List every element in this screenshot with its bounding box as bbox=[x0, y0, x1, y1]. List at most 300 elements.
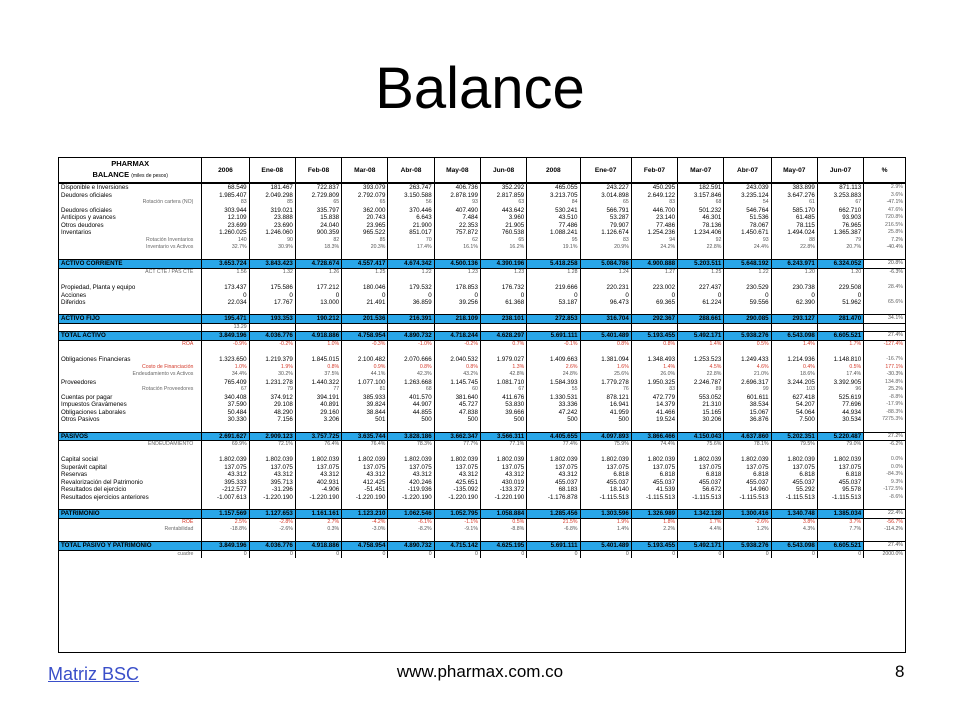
table-row bbox=[59, 501, 905, 509]
table-row-total bbox=[59, 542, 905, 551]
row-value-cell bbox=[388, 449, 434, 457]
row-value-cell bbox=[527, 323, 580, 332]
row-value-cell: 78.115 bbox=[771, 222, 817, 230]
row-value-cell: 137.075 bbox=[724, 464, 771, 472]
row-value-cell: 30.2% bbox=[249, 371, 295, 379]
row-value-cell bbox=[342, 277, 388, 285]
column-header: Ene-07 bbox=[580, 158, 631, 183]
table-row bbox=[59, 394, 905, 402]
row-value-cell bbox=[527, 424, 580, 432]
row-value-cell: 1.22 bbox=[724, 269, 771, 277]
row-value-cell: 0 bbox=[678, 292, 724, 300]
row-percent-cell: 34.1% bbox=[864, 315, 905, 324]
table-row bbox=[59, 192, 905, 200]
row-value-cell: 3.014.898 bbox=[580, 192, 631, 200]
row-label: Rotación Proveedores bbox=[142, 386, 194, 393]
row-value-cell: 3.662.347 bbox=[434, 432, 480, 441]
row-value-cell: 1.23 bbox=[434, 269, 480, 277]
row-value-cell bbox=[817, 424, 863, 432]
row-value-cell: 180.046 bbox=[342, 284, 388, 292]
row-value-cell: 23.140 bbox=[631, 214, 677, 222]
row-value-cell: 137.075 bbox=[527, 464, 580, 472]
row-value-cell: 1.25 bbox=[678, 269, 724, 277]
row-value-cell: -0.3% bbox=[342, 340, 388, 348]
row-value-cell: 68.183 bbox=[527, 486, 580, 494]
row-value-cell: 1.56 bbox=[202, 269, 249, 277]
row-value-cell: 79.0% bbox=[817, 441, 863, 449]
row-value-cell: 25.6% bbox=[580, 371, 631, 379]
row-value-cell: 293.127 bbox=[771, 315, 817, 324]
column-header: Mar-07 bbox=[678, 158, 724, 183]
column-header: May-07 bbox=[771, 158, 817, 183]
row-value-cell: 83 bbox=[580, 237, 631, 245]
row-percent-cell: 47.6% bbox=[864, 207, 905, 215]
row-value-cell: 1.802.039 bbox=[724, 456, 771, 464]
row-value-cell: 7.7% bbox=[817, 526, 863, 534]
row-value-cell: 374.912 bbox=[249, 394, 295, 402]
row-value-cell: -119.936 bbox=[388, 486, 434, 494]
row-value-cell: 3.392.905 bbox=[817, 379, 863, 387]
row-value-cell: -1.220.190 bbox=[434, 494, 480, 502]
row-value-cell: 362.000 bbox=[342, 207, 388, 215]
row-value-cell: 0 bbox=[724, 550, 771, 558]
row-value-cell bbox=[342, 307, 388, 315]
row-value-cell: 68.549 bbox=[202, 183, 249, 192]
row-value-cell: 20.3% bbox=[342, 244, 388, 252]
row-value-cell: 3.235.124 bbox=[724, 192, 771, 200]
row-value-cell bbox=[342, 323, 388, 332]
row-value-cell: 1.123.210 bbox=[342, 509, 388, 518]
row-percent-cell: 27.2% bbox=[864, 432, 905, 441]
row-value-cell bbox=[817, 449, 863, 457]
row-value-cell: 4.918.886 bbox=[295, 332, 341, 341]
row-value-cell: 77.696 bbox=[817, 401, 863, 409]
row-value-cell: 76 bbox=[580, 386, 631, 394]
row-value-cell bbox=[771, 348, 817, 356]
row-value-cell: 90 bbox=[249, 237, 295, 245]
row-value-cell: 41.539 bbox=[631, 486, 677, 494]
row-value-cell: 3.866.466 bbox=[631, 432, 677, 441]
row-value-cell: 627.418 bbox=[771, 394, 817, 402]
footer-url: www.pharmax.com.co bbox=[396, 662, 564, 681]
row-value-cell: 303.944 bbox=[202, 207, 249, 215]
row-percent-cell: -40.4% bbox=[864, 244, 905, 252]
row-value-cell: 4.718.244 bbox=[434, 332, 480, 341]
row-value-cell: 176.732 bbox=[480, 284, 526, 292]
table-row bbox=[59, 401, 905, 409]
row-value-cell: 1.300.416 bbox=[724, 509, 771, 518]
row-value-cell: 760.538 bbox=[480, 229, 526, 237]
row-value-cell bbox=[480, 534, 526, 542]
row-value-cell: 1.088.241 bbox=[527, 229, 580, 237]
row-value-cell: 38.844 bbox=[342, 409, 388, 417]
row-value-cell: 137.075 bbox=[771, 464, 817, 472]
row-value-cell: 402.931 bbox=[295, 479, 341, 487]
column-header: May-08 bbox=[434, 158, 480, 183]
table-row bbox=[59, 269, 905, 277]
row-value-cell: 103 bbox=[771, 386, 817, 394]
row-value-cell bbox=[388, 501, 434, 509]
row-value-cell bbox=[249, 424, 295, 432]
table-row bbox=[59, 471, 905, 479]
row-value-cell: 430.019 bbox=[480, 479, 526, 487]
row-value-cell: 4.890.732 bbox=[388, 542, 434, 551]
row-value-cell: 16.941 bbox=[580, 401, 631, 409]
row-value-cell bbox=[678, 534, 724, 542]
row-value-cell: 29.160 bbox=[295, 409, 341, 417]
row-value-cell: 1.494.024 bbox=[771, 229, 817, 237]
matriz-bsc-link[interactable]: Matriz BSC bbox=[48, 664, 140, 684]
table-row bbox=[59, 183, 905, 192]
row-value-cell: 3.849.196 bbox=[202, 542, 249, 551]
row-value-cell: 37.5% bbox=[295, 371, 341, 379]
row-value-cell: 472.779 bbox=[631, 394, 677, 402]
row-value-cell bbox=[580, 348, 631, 356]
row-value-cell bbox=[480, 348, 526, 356]
row-value-cell: 0 bbox=[580, 292, 631, 300]
row-value-cell: 53.830 bbox=[480, 401, 526, 409]
row-value-cell: -212.577 bbox=[202, 486, 249, 494]
row-value-cell bbox=[678, 252, 724, 260]
row-value-cell: 1.246.060 bbox=[249, 229, 295, 237]
row-value-cell bbox=[342, 348, 388, 356]
row-label: Reservas bbox=[61, 471, 88, 479]
row-value-cell: -2.6% bbox=[724, 518, 771, 526]
row-value-cell bbox=[388, 424, 434, 432]
row-value-cell: 4.500.136 bbox=[434, 260, 480, 269]
row-value-cell: 1.950.325 bbox=[631, 379, 677, 387]
row-value-cell bbox=[202, 307, 249, 315]
row-label: Revalorización del Patrimonio bbox=[61, 478, 143, 486]
row-value-cell: 77.7% bbox=[434, 441, 480, 449]
row-value-cell: 5.084.786 bbox=[580, 260, 631, 269]
table-row bbox=[59, 386, 905, 394]
row-percent-cell: -6.3% bbox=[864, 269, 905, 277]
row-percent-cell: -84.3% bbox=[864, 471, 905, 479]
row-value-cell bbox=[434, 501, 480, 509]
row-value-cell: 1.32 bbox=[249, 269, 295, 277]
row-value-cell: 54.207 bbox=[771, 401, 817, 409]
row-value-cell: 1.126.674 bbox=[580, 229, 631, 237]
row-value-cell: 23.965 bbox=[342, 222, 388, 230]
row-value-cell: 6.818 bbox=[678, 471, 724, 479]
row-percent-cell bbox=[864, 534, 905, 542]
row-value-cell: 1.381.094 bbox=[580, 356, 631, 364]
row-percent-cell: 27.4% bbox=[864, 332, 905, 341]
row-value-cell: 1.802.039 bbox=[580, 456, 631, 464]
row-value-cell: 137.075 bbox=[388, 464, 434, 472]
row-value-cell: 41.959 bbox=[580, 409, 631, 417]
row-value-cell bbox=[771, 449, 817, 457]
table-row bbox=[59, 229, 905, 237]
row-value-cell: 137.075 bbox=[342, 464, 388, 472]
row-value-cell: 65 bbox=[480, 237, 526, 245]
row-value-cell: 455.037 bbox=[527, 479, 580, 487]
row-value-cell: 501 bbox=[342, 416, 388, 424]
row-value-cell: 243.227 bbox=[580, 183, 631, 192]
row-value-cell bbox=[480, 323, 526, 332]
row-value-cell: 7.156 bbox=[249, 416, 295, 424]
row-value-cell: 501.232 bbox=[678, 207, 724, 215]
table-row bbox=[59, 299, 905, 307]
row-value-cell: 0 bbox=[202, 550, 249, 558]
row-value-cell: 3.206 bbox=[295, 416, 341, 424]
row-value-cell: 500 bbox=[480, 416, 526, 424]
row-value-cell: 4.758.954 bbox=[342, 332, 388, 341]
row-value-cell: 500 bbox=[434, 416, 480, 424]
table-row bbox=[59, 518, 905, 526]
row-value-cell: 500 bbox=[388, 416, 434, 424]
row-value-cell: 20.9% bbox=[580, 244, 631, 252]
row-value-cell: -0.2% bbox=[434, 340, 480, 348]
row-value-cell: 77 bbox=[295, 386, 341, 394]
row-label: Proveedores bbox=[61, 378, 97, 386]
row-percent-cell: -16.7% bbox=[864, 356, 905, 364]
row-value-cell: 5.691.111 bbox=[527, 542, 580, 551]
row-value-cell: 24.8% bbox=[527, 371, 580, 379]
row-value-cell: 0 bbox=[434, 292, 480, 300]
row-percent-cell: -8.8% bbox=[864, 394, 905, 402]
row-label: Diferidos bbox=[61, 299, 86, 307]
row-value-cell: 395.713 bbox=[249, 479, 295, 487]
row-value-cell bbox=[771, 323, 817, 332]
row-percent-cell: 25.8% bbox=[864, 229, 905, 237]
row-label bbox=[59, 501, 202, 509]
row-value-cell: -8.8% bbox=[480, 526, 526, 534]
row-value-cell: 74.4% bbox=[631, 441, 677, 449]
row-value-cell: 5.202.351 bbox=[771, 432, 817, 441]
row-value-cell: 1.323.650 bbox=[202, 356, 249, 364]
row-value-cell bbox=[631, 424, 677, 432]
row-value-cell: 2.100.482 bbox=[342, 356, 388, 364]
row-value-cell: 20.7% bbox=[817, 244, 863, 252]
row-value-cell bbox=[434, 424, 480, 432]
table-row bbox=[59, 416, 905, 424]
row-value-cell: 3.757.725 bbox=[295, 432, 341, 441]
row-value-cell: 2.2% bbox=[631, 526, 677, 534]
row-value-cell: 55 bbox=[527, 386, 580, 394]
row-label: Rentabilidad bbox=[164, 526, 194, 533]
row-label bbox=[59, 424, 202, 432]
row-value-cell: 23.699 bbox=[202, 222, 249, 230]
row-value-cell: 79.907 bbox=[580, 222, 631, 230]
row-value-cell: 67 bbox=[202, 386, 249, 394]
row-value-cell: 0 bbox=[342, 550, 388, 558]
row-value-cell: 43.312 bbox=[480, 471, 526, 479]
row-value-cell: 77.1% bbox=[480, 441, 526, 449]
row-value-cell: 1.979.027 bbox=[480, 356, 526, 364]
row-value-cell: 96.473 bbox=[580, 299, 631, 307]
row-value-cell: 68 bbox=[388, 386, 434, 394]
row-value-cell: 1.348.493 bbox=[631, 356, 677, 364]
row-value-cell: 67 bbox=[480, 386, 526, 394]
row-value-cell: 43.312 bbox=[342, 471, 388, 479]
row-value-cell: 0.8% bbox=[295, 364, 341, 372]
row-value-cell: 1.9% bbox=[580, 518, 631, 526]
row-percent-cell: 20.8% bbox=[864, 260, 905, 269]
row-value-cell: 0.8% bbox=[580, 340, 631, 348]
row-value-cell: 17.767 bbox=[249, 299, 295, 307]
row-label: Impuestos Gravámenes bbox=[61, 401, 127, 409]
row-label: cuadre bbox=[177, 550, 194, 557]
row-percent-cell bbox=[864, 307, 905, 315]
row-percent-cell: -114.2% bbox=[864, 526, 905, 534]
row-value-cell: 178.853 bbox=[434, 284, 480, 292]
row-value-cell: 61.485 bbox=[771, 214, 817, 222]
row-value-cell: 77.486 bbox=[527, 222, 580, 230]
table-row bbox=[59, 379, 905, 387]
row-value-cell: 4.405.655 bbox=[527, 432, 580, 441]
row-label: ACTIVO FIJO bbox=[59, 315, 202, 324]
row-value-cell: 94 bbox=[631, 237, 677, 245]
table-row bbox=[59, 364, 905, 372]
row-label bbox=[59, 323, 202, 332]
row-percent-cell bbox=[864, 501, 905, 509]
row-value-cell bbox=[434, 277, 480, 285]
row-value-cell: 15.165 bbox=[678, 409, 724, 417]
table-row bbox=[59, 348, 905, 356]
row-label: Endeudamiento vs Activos bbox=[132, 371, 194, 378]
row-value-cell: 21.900 bbox=[388, 222, 434, 230]
row-value-cell: 335.797 bbox=[295, 207, 341, 215]
column-header: % bbox=[864, 158, 905, 183]
row-value-cell: 4.628.297 bbox=[480, 332, 526, 341]
row-value-cell: 2.6% bbox=[527, 364, 580, 372]
row-value-cell bbox=[388, 252, 434, 260]
row-value-cell bbox=[295, 534, 341, 542]
row-value-cell bbox=[527, 252, 580, 260]
row-value-cell bbox=[771, 501, 817, 509]
row-value-cell: 36.859 bbox=[388, 299, 434, 307]
row-value-cell: 1.219.379 bbox=[249, 356, 295, 364]
row-value-cell: -1.115.513 bbox=[678, 494, 724, 502]
table-row bbox=[59, 356, 905, 364]
row-value-cell bbox=[434, 307, 480, 315]
row-value-cell: 230.529 bbox=[724, 284, 771, 292]
row-value-cell: 0.3% bbox=[295, 526, 341, 534]
row-value-cell bbox=[580, 323, 631, 332]
row-label: ENDEUDAMIENTO bbox=[147, 441, 194, 448]
row-value-cell: 765.409 bbox=[202, 379, 249, 387]
row-value-cell: 43.312 bbox=[434, 471, 480, 479]
row-value-cell: 4.715.142 bbox=[434, 542, 480, 551]
table-row bbox=[59, 449, 905, 457]
row-value-cell: 22.8% bbox=[678, 371, 724, 379]
row-value-cell: 1.22 bbox=[388, 269, 434, 277]
row-value-cell: 47.242 bbox=[527, 409, 580, 417]
row-value-cell: 465.055 bbox=[527, 183, 580, 192]
row-value-cell: 401.570 bbox=[388, 394, 434, 402]
row-value-cell: 0 bbox=[771, 292, 817, 300]
row-value-cell: -1.115.513 bbox=[631, 494, 677, 502]
row-value-cell: -4.906 bbox=[295, 486, 341, 494]
row-percent-cell: -6.2% bbox=[864, 441, 905, 449]
row-value-cell: 43.312 bbox=[202, 471, 249, 479]
row-value-cell: 43.312 bbox=[527, 471, 580, 479]
row-value-cell: -1.115.513 bbox=[580, 494, 631, 502]
row-percent-cell: 65.6% bbox=[864, 299, 905, 307]
row-value-cell: 281.470 bbox=[817, 315, 863, 324]
row-value-cell: 15.067 bbox=[724, 409, 771, 417]
page-title: Balance bbox=[375, 56, 585, 121]
row-value-cell: 175.586 bbox=[249, 284, 295, 292]
table-row-total bbox=[59, 332, 905, 341]
row-value-cell: 0 bbox=[631, 292, 677, 300]
row-value-cell: 99 bbox=[724, 386, 771, 394]
row-value-cell: 2.070.666 bbox=[388, 356, 434, 364]
row-value-cell: 1.062.546 bbox=[388, 509, 434, 518]
column-header: 2006 bbox=[202, 158, 249, 183]
row-value-cell: 1.254.236 bbox=[631, 229, 677, 237]
row-value-cell: 93 bbox=[434, 199, 480, 207]
row-value-cell: 1.145.745 bbox=[434, 379, 480, 387]
row-value-cell: 1.802.039 bbox=[527, 456, 580, 464]
row-value-cell: 0 bbox=[249, 550, 295, 558]
row-value-cell: 5.193.455 bbox=[631, 332, 677, 341]
row-value-cell: -1.220.190 bbox=[388, 494, 434, 502]
row-value-cell bbox=[249, 252, 295, 260]
row-value-cell: 44.907 bbox=[388, 401, 434, 409]
row-label: Otros deudores bbox=[61, 221, 104, 229]
row-value-cell: 2.909.123 bbox=[249, 432, 295, 441]
row-value-cell: 4.758.954 bbox=[342, 542, 388, 551]
row-value-cell: 76.4% bbox=[342, 441, 388, 449]
row-value-cell bbox=[388, 323, 434, 332]
row-value-cell: 0.7% bbox=[480, 340, 526, 348]
row-value-cell: 385.933 bbox=[342, 394, 388, 402]
row-value-cell: 5.418.258 bbox=[527, 260, 580, 269]
row-value-cell: 455.037 bbox=[724, 479, 771, 487]
table-row bbox=[59, 207, 905, 215]
row-label bbox=[59, 348, 202, 356]
row-value-cell: 39.256 bbox=[434, 299, 480, 307]
row-value-cell: 1.802.039 bbox=[202, 456, 249, 464]
row-label: ACTIVO CORRIENTE bbox=[59, 260, 202, 269]
table-row bbox=[59, 214, 905, 222]
row-value-cell: 0 bbox=[480, 292, 526, 300]
row-value-cell bbox=[202, 424, 249, 432]
row-value-cell: 5.938.276 bbox=[724, 542, 771, 551]
row-value-cell: 4.390.196 bbox=[480, 260, 526, 269]
row-value-cell: 4.3% bbox=[771, 526, 817, 534]
row-value-cell bbox=[771, 307, 817, 315]
row-value-cell: 0 bbox=[434, 550, 480, 558]
row-label: Anticipos y avances bbox=[61, 214, 116, 222]
row-value-cell: 1.9% bbox=[249, 364, 295, 372]
row-value-cell: 2.040.532 bbox=[434, 356, 480, 364]
row-value-cell: 393.079 bbox=[342, 183, 388, 192]
row-value-cell: 7.484 bbox=[434, 214, 480, 222]
row-value-cell: 525.619 bbox=[817, 394, 863, 402]
row-value-cell: 455.037 bbox=[580, 479, 631, 487]
row-value-cell: 21.5% bbox=[527, 518, 580, 526]
row-value-cell: -4.2% bbox=[342, 518, 388, 526]
row-value-cell: -0.1% bbox=[527, 340, 580, 348]
row-value-cell: 173.437 bbox=[202, 284, 249, 292]
row-value-cell: 1.802.039 bbox=[817, 456, 863, 464]
balance-sheet bbox=[58, 157, 906, 653]
row-value-cell: 190.212 bbox=[295, 315, 341, 324]
row-value-cell: 455.037 bbox=[771, 479, 817, 487]
row-value-cell: 1.4% bbox=[678, 340, 724, 348]
table-row bbox=[59, 252, 905, 260]
row-value-cell: 177.212 bbox=[295, 284, 341, 292]
row-value-cell: 181.467 bbox=[249, 183, 295, 192]
row-value-cell bbox=[724, 449, 771, 457]
row-value-cell: 193.353 bbox=[249, 315, 295, 324]
row-value-cell bbox=[631, 501, 677, 509]
table-row bbox=[59, 456, 905, 464]
